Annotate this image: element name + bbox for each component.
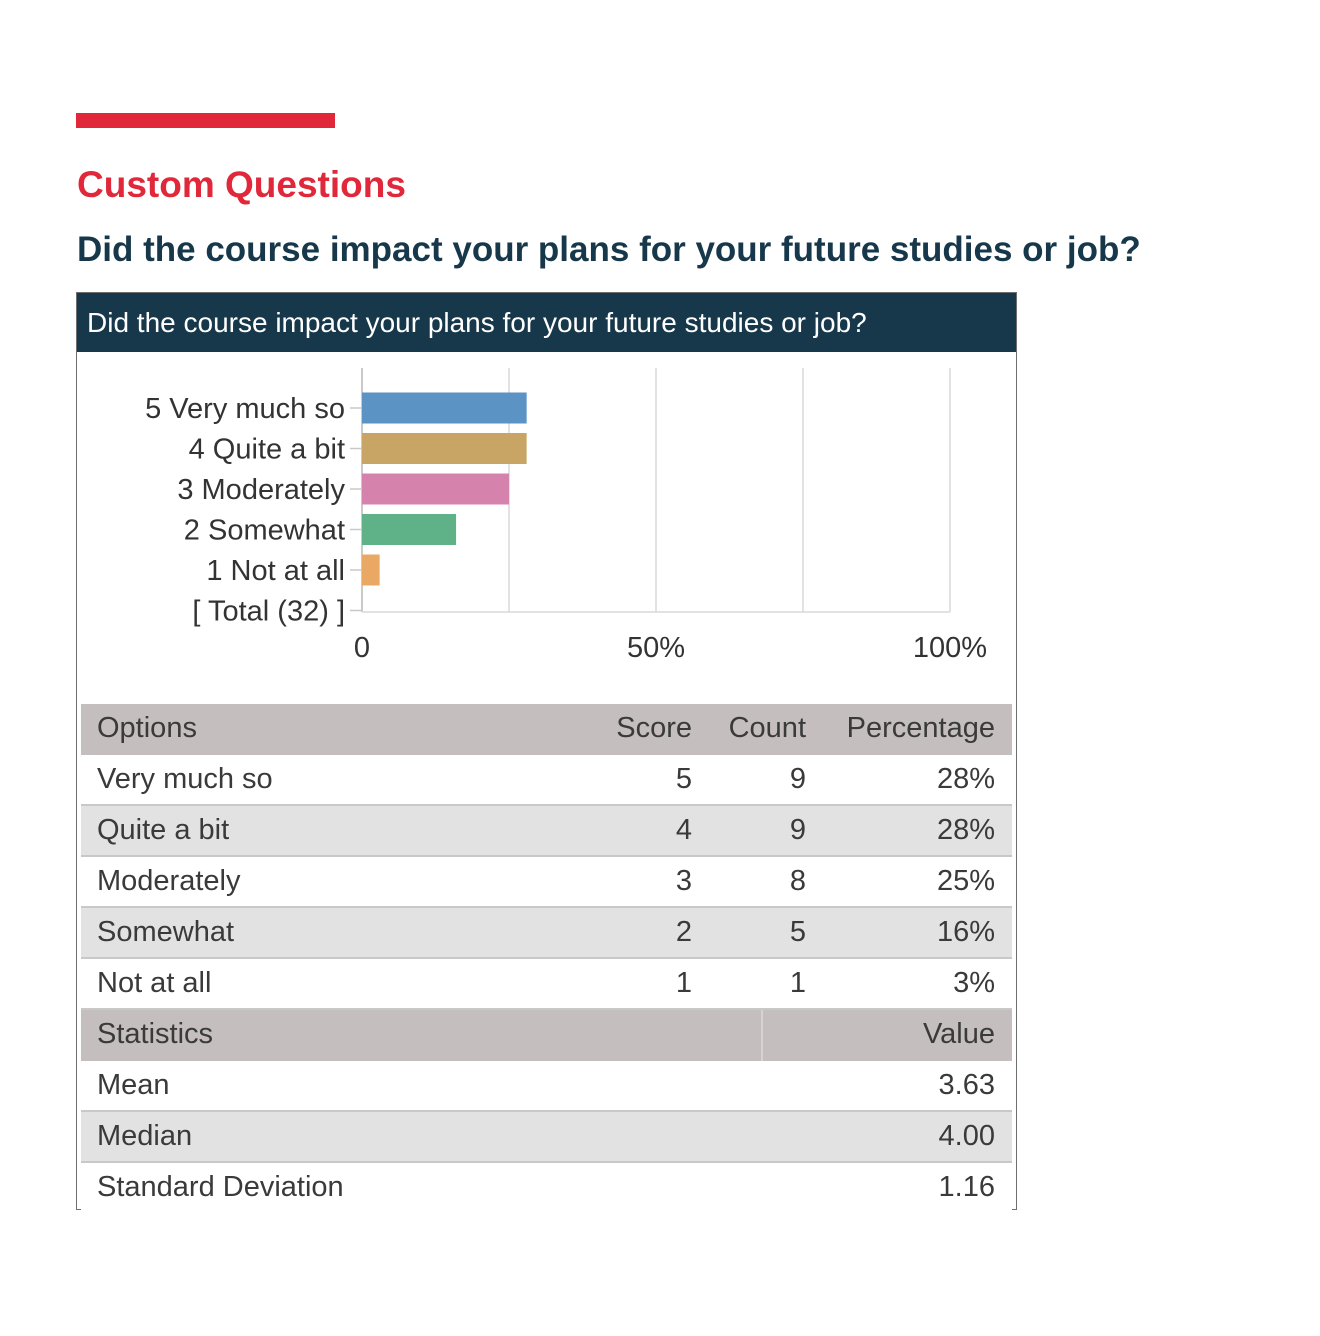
category-label: 3 Moderately	[177, 474, 345, 506]
x-tick-label: 0	[353, 632, 371, 664]
table-row	[81, 857, 1012, 908]
percentage-value: 28%	[936, 763, 995, 795]
table-header-row	[81, 704, 1012, 755]
bar	[362, 433, 527, 464]
count-value: 8	[789, 865, 806, 897]
options-header: Options	[97, 712, 197, 744]
question-panel	[76, 292, 1017, 1210]
statistic-value: 4.00	[938, 1120, 995, 1152]
question-title: Did the course impact your plans for your future studies or job?	[77, 230, 1141, 269]
percentage-value: 3%	[953, 967, 995, 999]
bar	[362, 474, 509, 505]
bar-chart	[77, 352, 1016, 697]
category-label: 2 Somewhat	[183, 514, 345, 547]
results-table	[81, 704, 1012, 1214]
category-label: 1 Not at all	[206, 555, 345, 587]
score-value: 4	[675, 814, 692, 846]
table-row	[81, 959, 1012, 1010]
count-header: Count	[728, 712, 806, 744]
statistics-header-row	[81, 1010, 1012, 1061]
value-header: Value	[922, 1018, 995, 1050]
option-label: Quite a bit	[97, 814, 230, 846]
percentage-header: Percentage	[846, 712, 995, 744]
statistics-divider	[761, 1010, 763, 1061]
score-value: 2	[675, 916, 692, 948]
statistics-row	[81, 1061, 1012, 1112]
category-label: 4 Quite a bit	[188, 433, 345, 466]
count-value: 1	[789, 967, 806, 999]
option-label: Not at all	[97, 967, 212, 999]
bar	[362, 555, 380, 586]
category-label: 5 Very much so	[145, 393, 345, 425]
count-value: 9	[789, 763, 806, 795]
table-row	[81, 755, 1012, 806]
category-label: [ Total (32) ]	[192, 595, 345, 628]
table-row	[81, 806, 1012, 857]
statistic-label: Standard Deviation	[97, 1171, 344, 1203]
option-label: Very much so	[97, 763, 273, 795]
score-value: 5	[675, 763, 692, 795]
statistics-header: Statistics	[97, 1018, 214, 1050]
table-row	[81, 908, 1012, 959]
x-tick-label: 50%	[626, 632, 686, 664]
x-tick-label: 100%	[912, 632, 988, 664]
bar	[362, 514, 456, 545]
section-title: Custom Questions	[77, 164, 406, 205]
accent-bar	[76, 113, 335, 128]
score-value: 1	[675, 967, 692, 999]
percentage-value: 25%	[936, 865, 995, 897]
panel-header: Did the course impact your plans for your future studies or job?	[77, 293, 1016, 352]
count-value: 9	[789, 814, 806, 846]
option-label: Somewhat	[97, 916, 235, 948]
statistic-label: Median	[97, 1120, 193, 1152]
statistic-value: 3.63	[938, 1069, 995, 1101]
statistic-value: 1.16	[938, 1171, 995, 1203]
count-value: 5	[789, 916, 806, 948]
percentage-value: 28%	[936, 814, 995, 846]
statistics-row	[81, 1163, 1012, 1214]
percentage-value: 16%	[936, 916, 995, 948]
bar	[362, 393, 527, 424]
score-header: Score	[616, 712, 692, 744]
statistic-label: Mean	[97, 1069, 170, 1101]
score-value: 3	[675, 865, 692, 897]
option-label: Moderately	[97, 865, 241, 897]
statistics-row	[81, 1112, 1012, 1163]
